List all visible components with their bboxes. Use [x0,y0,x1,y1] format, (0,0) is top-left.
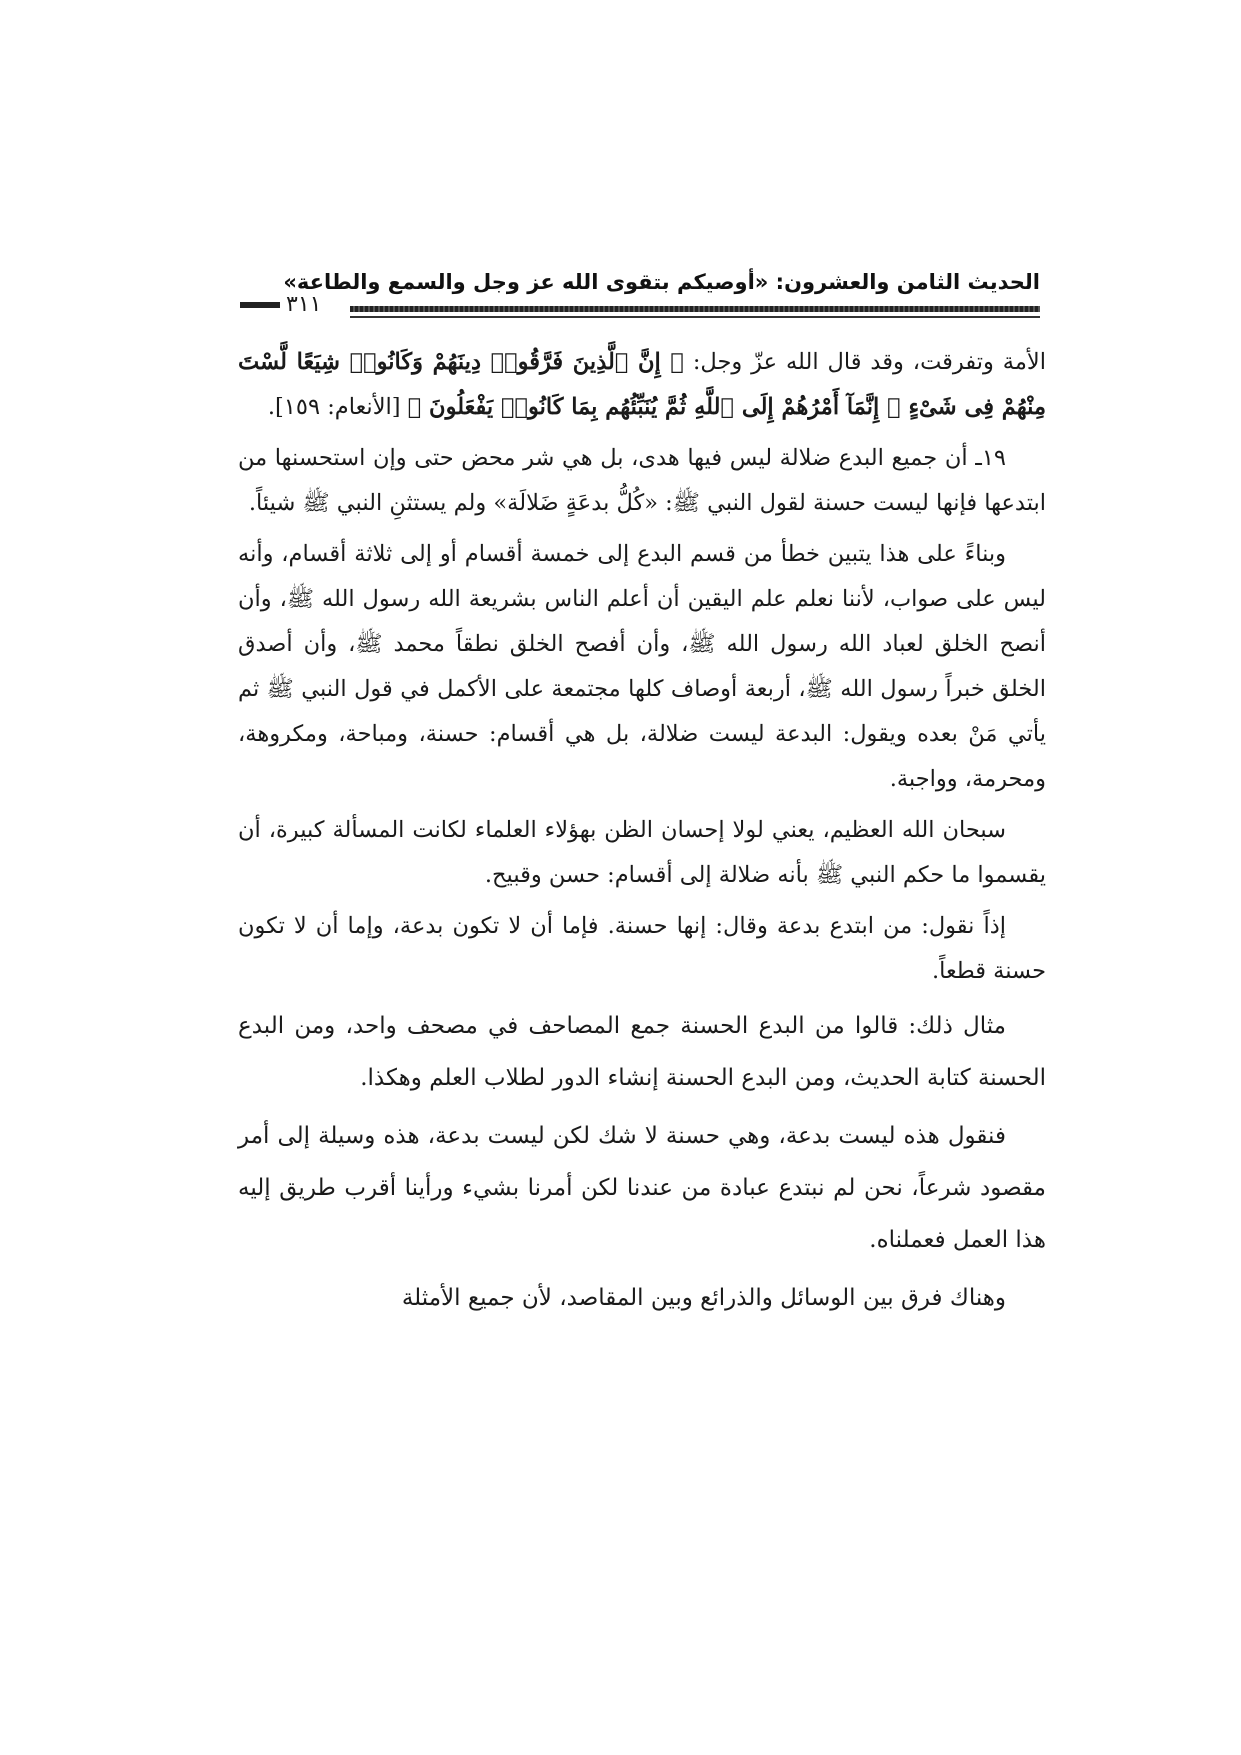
header-rule [350,306,1040,312]
page-header [240,270,1040,330]
paragraph-example: مثال ذلك: قالوا من البدع الحسنة جمع المصاحف في مصحف واحد، ومن البدع الحسنة كتابة الحديث، ومن البدع الحسنة إنشاء الدور لطلاب العلم وهكذا. [238,1013,1046,1091]
paragraph-response: فنقول هذه ليست بدعة، وهي حسنة لا شك لكن ليست بدعة، هذه وسيلة إلى أمر مقصود شرعاً، نحن لم نبتدع عبادة من عندنا لكن أمرنا بشيء ورأينا أقرب طريق إليه هذا العمل فعملناه. [238,1123,1046,1253]
paragraph-subhan-allah: سبحان الله العظيم، يعني لولا إحسان الظن بهؤلاء العلماء لكانت المسألة كبيرة، أن يقسموا ما حكم النبي ﷺ بأنه ضلالة إلى أقسام: حسن وقبيح. [238,817,1046,888]
verse-reference: [الأنعام: ١٥٩]. [267,394,408,420]
paragraph-conclusion: إذاً نقول: من ابتدع بدعة وقال: إنها حسنة. فإما أن لا تكون بدعة، وإما أن لا تكون حسنة قطعاً. [238,913,1046,984]
paragraph-text: الأمة وتفرقت، وقد قال الله عزّ وجل: [683,349,1046,375]
running-title: الحديث الثامن والعشرون: «أوصيكم بتقوى الله عز وجل والسمع والطاعة» [283,270,1040,294]
paragraph-division-critique: وبناءً على هذا يتبين خطأ من قسم البدع إلى خمسة أقسام أو إلى ثلاثة أقسام، وأنه ليس على صواب، لأننا نعلم علم اليقين أن أعلم الناس بشريعة الله رسول الله ﷺ، وأن أنصح الخلق لعباد الله رسول الله ﷺ، وأن أفصح الخلق نطقاً محمد ﷺ، وأن أصدق الخلق خبراً رسول الله ﷺ، أربعة أوصاف كلها مجتمعة على الأكمل في قول النبي ﷺ ثم يأتي مَنْ بعده ويقول: البدعة ليست ضلالة، بل هي أقسام: حسنة، ومباحة، ومكروهة، ومحرمة، وواجبة. [238,541,1046,792]
quran-verse: ﴿ إِنَّ ٱلَّذِينَ فَرَّقُوا۟ دِينَهُمْ وَكَانُوا۟ شِيَعًا لَّسْتَ مِنْهُمْ فِى شَىْءٍ ۚ إِنَّمَآ أَمْرُهُمْ إِلَى ٱللَّهِ ثُمَّ يُنَبِّئُهُم بِمَا كَانُوا۟ يَفْعَلُونَ ﴾ [238,349,1046,420]
paragraph-quran-citation [238,340,1046,430]
page-number: ٣١١ [286,292,322,317]
paragraph-difference: وهناك فرق بين الوسائل والذرائع وبين المقاصد، لأن جميع الأمثلة [401,1285,1006,1311]
page-number-block [240,292,321,317]
paragraph-point-19: ١٩ـ أن جميع البدع ضلالة ليس فيها هدى، بل هي شر محض حتى وإن استحسنها من ابتدعها فإنها ليست حسنة لقول النبي ﷺ: «كُلُّ بدعَةٍ ضَلالَة» ولم يستثنِ النبي ﷺ شيئاً. [238,445,1046,516]
body-text [238,340,1046,1440]
header-rule-thin [350,316,1040,318]
page-number-bar [240,302,280,308]
